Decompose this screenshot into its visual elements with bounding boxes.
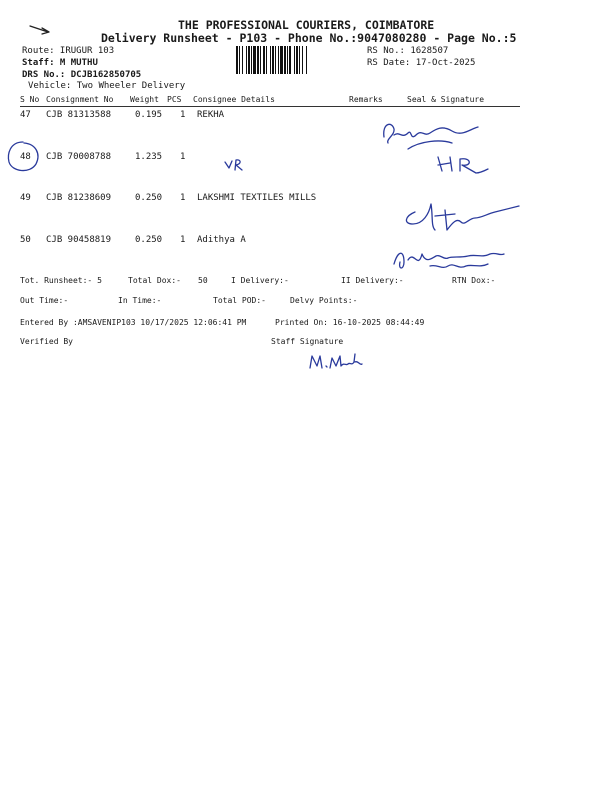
ii-delivery: II Delivery:- xyxy=(341,276,404,285)
barcode-bar xyxy=(260,46,261,74)
barcode-bar xyxy=(284,46,286,74)
row-consignee: REKHA xyxy=(197,110,225,120)
barcode-bar xyxy=(242,46,243,74)
total-dox-label: Total Dox:- xyxy=(128,276,181,285)
total-pod: Total POD:- xyxy=(213,296,266,305)
barcode-bar xyxy=(248,46,250,74)
barcode-bar xyxy=(270,46,271,74)
staff-label: Staff: M MUTHU xyxy=(22,58,98,68)
printed-on: Printed On: 16-10-2025 08:44:49 xyxy=(275,318,425,327)
tick-mark-icon xyxy=(28,22,52,36)
row-sno: 49 xyxy=(20,193,31,203)
verified-by: Verified By xyxy=(20,337,73,346)
route-label: Route: IRUGUR 103 xyxy=(22,46,115,56)
barcode-bar xyxy=(246,46,247,74)
barcode-bar xyxy=(294,46,295,74)
row-pcs: 1 xyxy=(180,110,186,120)
runsheet-title: Delivery Runsheet - P103 - Phone No.:9047080280 - Page No.:5 xyxy=(101,31,517,45)
row-pcs: 1 xyxy=(180,152,186,162)
col-consignment: Consignment No xyxy=(46,95,114,104)
barcode-bar xyxy=(257,46,259,74)
row-sno: 50 xyxy=(20,235,31,245)
barcode-bar xyxy=(236,46,238,74)
barcode-icon xyxy=(236,46,364,74)
barcode-bar xyxy=(251,46,252,74)
in-time: In Time:- xyxy=(118,296,162,305)
barcode-bar xyxy=(289,46,291,74)
row-sno: 48 xyxy=(20,152,31,162)
barcode-bar xyxy=(278,46,279,74)
company-name: THE PROFESSIONAL COURIERS, COIMBATORE xyxy=(178,18,435,32)
row-pcs: 1 xyxy=(180,193,186,203)
col-seal-signature: Seal & Signature xyxy=(407,95,485,104)
barcode-bar xyxy=(275,46,276,74)
handwritten-initials xyxy=(223,158,245,172)
drs-number: DRS No.: DCJB162850705 xyxy=(22,70,142,80)
rtn-dox: RTN Dox:- xyxy=(452,276,496,285)
barcode-bar xyxy=(253,46,256,74)
row-sno: 47 xyxy=(20,110,31,120)
barcode-bar xyxy=(296,46,298,74)
row-consignment: CJB 90458819 xyxy=(46,235,112,245)
barcode-bar xyxy=(239,46,240,74)
header-divider xyxy=(20,106,520,107)
delvy-points: Delvy Points:- xyxy=(290,296,358,305)
tot-runsheet: Tot. Runsheet:- 5 xyxy=(20,276,102,285)
out-time: Out Time:- xyxy=(20,296,69,305)
signature-row-50 xyxy=(390,240,510,276)
staff-signature-label: Staff Signature xyxy=(271,337,344,346)
barcode-bar xyxy=(306,46,307,74)
row-weight: 0.250 xyxy=(135,235,163,245)
barcode-bar xyxy=(266,46,267,74)
barcode-bar xyxy=(302,46,303,74)
signature-row-47 xyxy=(380,115,500,183)
col-sno: S No xyxy=(20,95,40,104)
entered-by: Entered By :AMSAVENIP103 10/17/2025 12:06:41 PM xyxy=(20,318,247,327)
rs-date: RS Date: 17-Oct-2025 xyxy=(367,58,476,68)
row-weight: 0.250 xyxy=(135,193,163,203)
total-dox-value: 50 xyxy=(198,276,208,285)
col-pcs: PCS xyxy=(167,95,182,104)
row-weight: 1.235 xyxy=(135,152,163,162)
i-delivery: I Delivery:- xyxy=(231,276,289,285)
col-remarks: Remarks xyxy=(349,95,383,104)
barcode-bar xyxy=(287,46,288,74)
row-consignee: LAKSHMI TEXTILES MILLS xyxy=(197,193,317,203)
barcode-bar xyxy=(280,46,283,74)
col-weight: Weight xyxy=(130,95,159,104)
row-consignee: Adithya A xyxy=(197,235,246,245)
row-consignment: CJB 70008788 xyxy=(46,152,112,162)
barcode-bar xyxy=(263,46,265,74)
row-consignment: CJB 81238609 xyxy=(46,193,112,203)
row-consignment: CJB 81313588 xyxy=(46,110,112,120)
barcode-bar xyxy=(299,46,300,74)
signature-row-49 xyxy=(395,196,525,238)
vehicle-label: Vehicle: Two Wheeler Delivery xyxy=(28,81,186,91)
staff-signature-mark xyxy=(308,352,368,372)
barcode-bar xyxy=(272,46,274,74)
row-weight: 0.195 xyxy=(135,110,163,120)
hand-circle-mark xyxy=(6,140,40,176)
rs-number: RS No.: 1628507 xyxy=(367,46,449,56)
row-pcs: 1 xyxy=(180,235,186,245)
col-consignee: Consignee Details xyxy=(193,95,275,104)
